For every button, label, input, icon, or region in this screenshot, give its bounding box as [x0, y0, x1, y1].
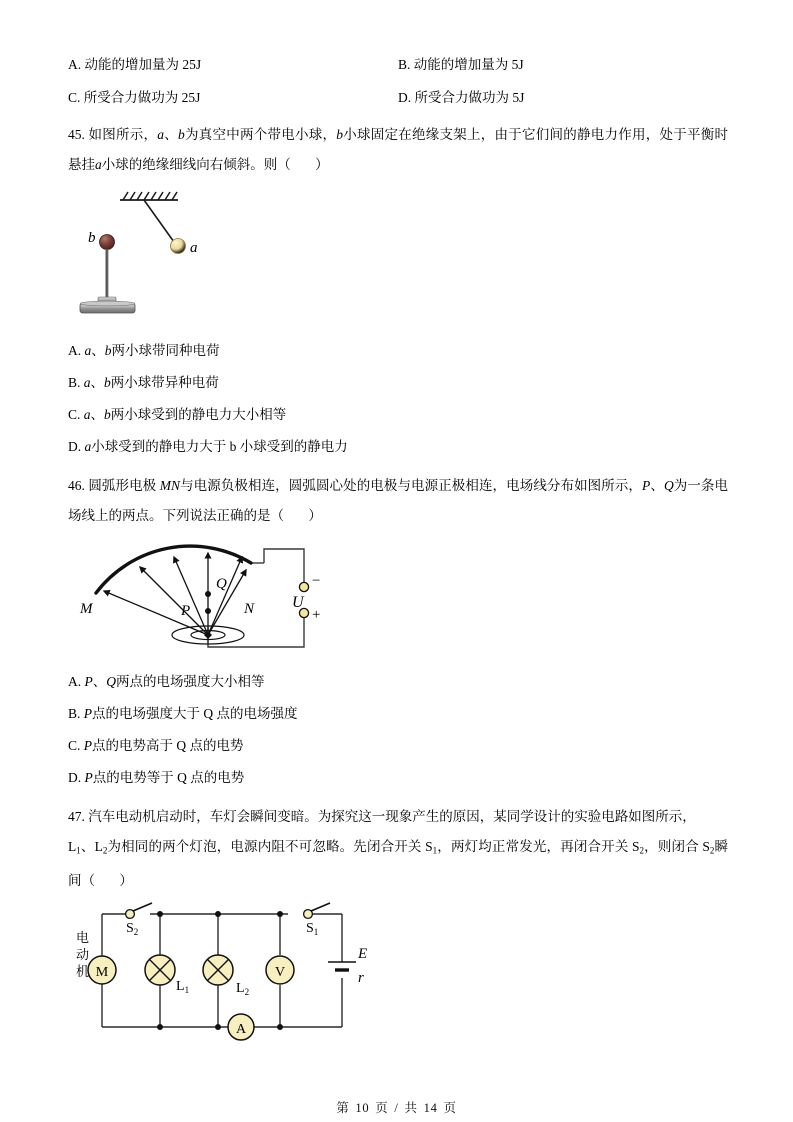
q45-opt-b-text: 两小球带异种电荷: [110, 375, 219, 390]
question-46-option-a: [68, 667, 728, 697]
insulating-string: [144, 200, 174, 242]
option-d-label: D.: [398, 90, 412, 105]
question-46-stem: [68, 471, 728, 531]
option-c-text: 所受合力做功为 25J: [83, 90, 201, 105]
electrode-n-label: N: [244, 601, 255, 617]
option-a-text: 动能的增加量为 25J: [84, 57, 202, 72]
q47-lamp2-sub: 2: [102, 845, 108, 856]
question-45-option-c: [68, 400, 728, 430]
option-a: [68, 52, 398, 78]
option-b: [398, 52, 728, 78]
ammeter-label: A: [235, 1021, 247, 1037]
motor-text-label: 电 动 机: [76, 929, 90, 979]
ball-b: [100, 235, 115, 250]
option-c-label: C.: [68, 90, 81, 105]
q45-opt-a-mid: 、: [91, 343, 105, 358]
question-46-option-b: [68, 699, 728, 729]
footer-separator: /: [394, 1101, 399, 1115]
support-rod: [105, 249, 108, 302]
internal-resistance-label: r: [358, 969, 364, 986]
ball-a-label: a: [190, 240, 198, 256]
q45-var-a2: a: [95, 157, 102, 172]
q47-lamp2: L: [94, 839, 103, 854]
q46-stem-3: 、: [650, 478, 664, 493]
circuit-wire-bottom: [208, 613, 304, 647]
terminal-negative-label: −: [312, 573, 321, 589]
q46-opt-a-text: 两点的电场强度大小相等: [116, 674, 265, 689]
q47-lamp1: L: [68, 839, 77, 854]
question-45-stem: [68, 120, 728, 180]
q45-opt-d-label: D.: [68, 439, 82, 454]
footer-total-prefix: 共: [404, 1101, 418, 1115]
q46-opt-b-label: B.: [68, 706, 81, 721]
option-a-label: A.: [68, 57, 82, 72]
question-45-option-b: [68, 368, 728, 398]
charged-balls-diagram: [74, 184, 334, 332]
q46-stem-1: 圆弧形电极: [88, 478, 157, 493]
point-p-label: P: [181, 603, 191, 619]
q45-stem-1: 如图所示，: [88, 127, 158, 142]
question-45-option-d: [68, 432, 728, 462]
question-46-option-c: [68, 731, 728, 761]
point-p-dot: [205, 608, 211, 614]
q45-var-b2: b: [336, 127, 343, 142]
option-b-text: 动能的增加量为 5J: [413, 57, 524, 72]
terminal-positive-label: +: [312, 607, 321, 623]
q47-stem-1: 汽车电动机启动时，车灯会瞬间变暗。为探究这一现象产生的原因，某同学设计的实验电路如图所示，: [88, 809, 696, 824]
option-d-text: 所受合力做功为 5J: [414, 90, 525, 105]
q46-opt-c-text: 点的电势高于 Q 点的电势: [92, 738, 244, 753]
footer-page-unit-2: 页: [443, 1101, 457, 1115]
q46-opt-a-var1: P: [84, 674, 93, 689]
q46-opt-a-label: A.: [68, 674, 82, 689]
question-45-option-a: [68, 336, 728, 366]
q46-opt-a-mid: 、: [92, 674, 107, 689]
page-footer: [0, 1098, 793, 1116]
q45-opt-c-label: C.: [68, 407, 81, 422]
switch-s1-label: $S_1$: [306, 920, 319, 937]
q45-opt-c-var1: a: [83, 407, 91, 422]
q45-stem-6: ）: [315, 157, 329, 172]
question-46-number: 46.: [68, 478, 85, 493]
page-content: [68, 52, 728, 1054]
circuit-wire-top: [264, 549, 304, 587]
arc-electrode-mn: [96, 546, 251, 593]
motor-lamp-circuit-diagram: [70, 900, 370, 1050]
emf-label: E: [358, 945, 368, 962]
q45-opt-c-text: 两小球受到的静电力大小相等: [110, 407, 287, 422]
q45-opt-d-var1: a: [84, 439, 92, 454]
lamp-l1-label: $L_1$: [176, 978, 190, 995]
question-47-stem: [68, 802, 728, 896]
q46-opt-c-var1: P: [83, 738, 93, 753]
q47-lamp1-sub: 1: [76, 845, 81, 856]
q45-stem-3: 为真空中两个带电小球，: [184, 127, 337, 142]
electrode-m-label: M: [80, 601, 93, 617]
footer-prefix: 第: [336, 1101, 350, 1115]
q47-stem-3: 瞬间（: [68, 839, 729, 888]
q46-stem-2: 与电源负极相连，圆弧圆心处的电极与电源正极相连，电场线分布如图所示，: [180, 478, 643, 493]
question-44-options-row-1: [68, 52, 728, 78]
source-voltage-label: U: [292, 594, 304, 611]
q45-stem-4: 小球固定在绝缘支架上，由于它们间的静电力作用，处于平衡时悬挂: [68, 127, 728, 172]
q46-opt-a-var2: Q: [106, 674, 116, 689]
q45-opt-b-var1: a: [83, 375, 91, 390]
option-c: [68, 85, 398, 111]
q45-opt-a-label: A.: [68, 343, 82, 358]
q46-opt-d-var1: P: [84, 770, 93, 785]
ceiling-hatch-icon: [123, 192, 177, 200]
q47-s2-sub-2: 2: [709, 845, 715, 856]
point-q-label: Q: [216, 576, 227, 592]
q46-opt-d-text: 点的电势等于 Q 点的电势: [92, 770, 245, 785]
question-46-option-d: [68, 763, 728, 793]
q46-opt-b-text: 点的电场强度大于 Q 点的电场强度: [92, 706, 298, 721]
q45-opt-a-text: 两小球带同种电荷: [111, 343, 220, 358]
terminal-negative: [299, 582, 308, 591]
question-47-figure: [70, 900, 370, 1050]
ball-a: [171, 239, 186, 254]
footer-page-unit-1: 页: [375, 1101, 389, 1115]
arc-electrode-diagram: [68, 535, 348, 663]
motor-label: M: [95, 964, 109, 980]
question-44-options-row-2: [68, 85, 728, 111]
q47-sep: 、: [80, 839, 95, 854]
q47-stem-2b: ，两灯均正常发光，再闭合开关 S: [437, 839, 640, 854]
q45-opt-b-label: B.: [68, 375, 81, 390]
q47-stem-2c: ，则闭合 S: [644, 839, 710, 854]
q45-opt-c-mid: 、: [90, 407, 105, 422]
q46-stem-4: 为一条电场线上的两点。下列说法正确的是（: [68, 478, 729, 523]
q45-opt-b-mid: 、: [90, 375, 105, 390]
q45-opt-c-var2: b: [104, 407, 111, 422]
footer-total-pages: 14: [423, 1101, 438, 1115]
q45-opt-b-var2: b: [104, 375, 111, 390]
ball-b-label: b: [88, 230, 96, 246]
option-b-label: B.: [398, 57, 411, 72]
q46-var-q: Q: [663, 478, 674, 493]
voltmeter-label: V: [274, 964, 286, 980]
switch-s2-label: $S_2$: [126, 920, 139, 937]
switch-s2-lever[interactable]: [133, 903, 152, 911]
q47-s1-sub: 1: [432, 845, 438, 856]
question-45-number: 45.: [68, 127, 85, 142]
q45-stem-5: 小球的绝缘细线向右倾斜。则（: [101, 157, 291, 172]
option-d: [398, 85, 728, 111]
q45-opt-a-var2: b: [104, 343, 112, 358]
lamp-l2-label: $L_2$: [236, 980, 250, 997]
point-q-dot: [205, 591, 211, 597]
q45-var-b: b: [178, 127, 185, 142]
q45-stem-2: 、: [164, 127, 178, 142]
q47-stem-close: ）: [119, 872, 133, 888]
footer-page-number: 10: [355, 1101, 370, 1115]
switch-s1-lever[interactable]: [311, 903, 330, 911]
q47-stem-2a: 为相同的两个灯泡，电源内阻不可忽略。先闭合开关 S: [107, 839, 433, 854]
q45-opt-d-text: 小球受到的静电力大于 b 小球受到的静电力: [91, 439, 348, 454]
q45-opt-a-var1: a: [84, 343, 92, 358]
q46-opt-d-label: D.: [68, 770, 82, 785]
q46-stem-5: ）: [308, 508, 322, 523]
q46-opt-b-var1: P: [83, 706, 93, 721]
stand-base-top: [80, 301, 135, 306]
q46-opt-c-label: C.: [68, 738, 81, 753]
q46-var-p: P: [642, 478, 651, 493]
question-45-figure: [74, 184, 334, 332]
question-47-number: 47.: [68, 809, 85, 824]
question-46-figure: [68, 535, 348, 663]
q46-var-mn: MN: [159, 478, 180, 493]
q45-var-a: a: [157, 127, 164, 142]
q47-s2-sub: 2: [639, 845, 645, 856]
